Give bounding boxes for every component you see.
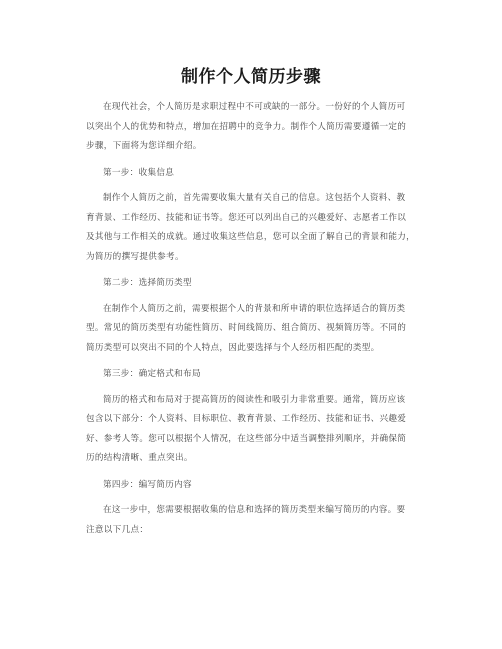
paragraph-line: 以突出个人的优势和特点，增加在招聘中的竞争力。制作个人简历需要遵循一定的 (86, 121, 407, 132)
section-heading: 第三步：确定格式和布局 (103, 369, 201, 379)
paragraph-line: 在这一步中，您需要根据收集的信息和选择的简历类型来编写简历的内容。要 (103, 505, 406, 515)
section-heading: 第一步：收集信息 (103, 167, 175, 178)
paragraph-line: 好、参考人等。您可以根据个人情况，在这些部分中适当调整排列顺序，并确保简 (86, 433, 407, 444)
intro-paragraph (86, 98, 426, 157)
document-body (86, 98, 426, 540)
section-paragraph (86, 501, 426, 540)
paragraph-line: 历的结构清晰、重点突出。 (86, 453, 193, 463)
section-heading: 第四步：编写简历内容 (103, 479, 192, 490)
paragraph-line: 简历的格式和布局对于提高简历的阅读性和吸引力非常重要。通常，简历应该 (103, 394, 406, 405)
section-paragraph (86, 300, 426, 359)
section-paragraph (86, 391, 426, 469)
section-heading: 第二步：选择简历类型 (103, 278, 192, 288)
document-title: 制作个人简历步骤 (181, 67, 321, 87)
paragraph-line: 包含以下部分：个人资料、目标职位、教育背景、工作经历、技能和证书、兴趣爱 (86, 414, 407, 424)
paragraph-line: 型。常见的简历类型有功能性简历、时间线简历、组合简历、视频简历等。不同的 (86, 323, 407, 333)
paragraph-line: 为简历的撰写提供参考。 (86, 251, 184, 262)
paragraph-line: 及其他与工作相关的成就。通过收集这些信息，您可以全面了解自己的背景和能力， (86, 232, 416, 242)
paragraph-line: 注意以下几点： (86, 524, 149, 535)
section-paragraph (86, 189, 426, 267)
paragraph-line: 制作个人简历之前，首先需要收集大量有关自己的信息。这包括个人资料、教 (103, 193, 406, 203)
paragraph-line: 步骤，下面将为您详细介绍。 (86, 141, 202, 151)
paragraph-line: 在制作个人简历之前，需要根据个人的背景和所申请的职位选择适合的简历类 (103, 303, 406, 314)
paragraph-line: 在现代社会，个人简历是求职过程中不可或缺的一部分。一份好的个人简历可 (103, 102, 406, 112)
paragraph-line: 育背景、工作经历、技能和证书等。您还可以列出自己的兴趣爱好、志愿者工作以 (86, 212, 407, 223)
paragraph-line: 简历类型可以突出不同的个人特点，因此要选择与个人经历相匹配的类型。 (86, 342, 380, 353)
